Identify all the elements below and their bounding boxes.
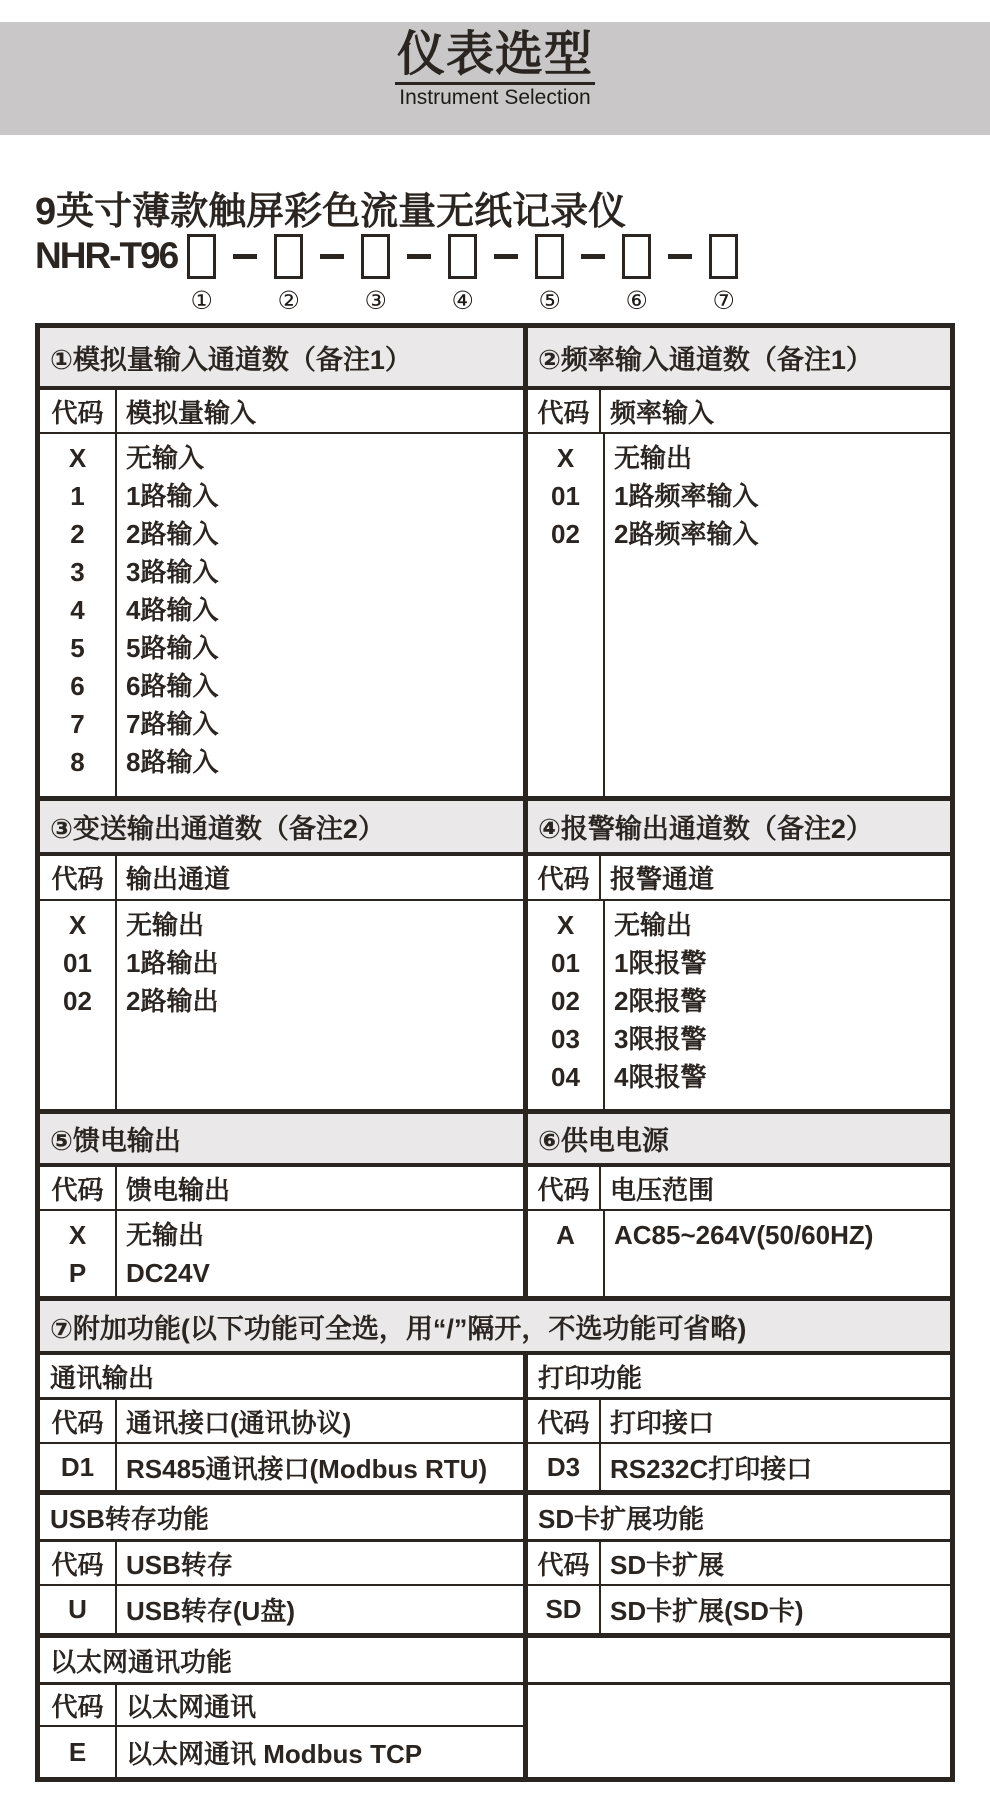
desc-cell: 1路频率输入 [614,481,759,511]
code-label: 代码 [40,856,117,899]
code-column [40,901,117,1109]
code-cell: 02 [63,986,92,1016]
position-label-3: ③ [364,286,387,315]
section4-subheader [528,856,950,899]
section4-data [528,901,950,1109]
ethernet-data [40,1727,528,1777]
value-label: 模拟量输入 [126,397,257,428]
section6-subheader [528,1167,950,1209]
position-label-5: ⑤ [538,286,561,315]
value-label: 以太网通讯 [126,1691,257,1722]
desc-cell: 4限报警 [614,1062,707,1092]
code-cell: X [68,910,87,940]
desc-cell: 1路输出 [126,948,219,978]
section3-data [40,901,528,1109]
code-cell: U [40,1586,117,1633]
section6-data [528,1211,950,1296]
code-column [528,901,605,1109]
desc-cell: 无输出 [126,910,205,940]
dash-separator [407,254,431,259]
selection-table [35,323,955,1782]
code-cell: 1 [70,481,85,511]
page-subtitle: Instrument Selection [399,86,591,109]
usb-subheader [40,1542,528,1584]
position-label-6: ⑥ [625,286,648,315]
code-box-icon [535,234,564,279]
desc-cell: 无输出 [614,443,693,473]
value-label: 电压范围 [610,1174,715,1205]
group3-data-row [40,1727,950,1777]
code-label: 代码 [528,856,601,899]
product-name: 9英寸薄款触屏彩色流量无纸记录仪 [35,191,627,233]
position-label-1: ① [190,286,213,315]
code-cell: A [556,1220,575,1250]
group3-subheader-row [40,1685,950,1727]
position-label-7: ⑦ [712,286,735,315]
section2-subheader [528,390,950,432]
model-prefix: NHR-T96 [35,235,178,276]
data-row-3-4 [40,901,950,1114]
desc-cell: DC24V [126,1258,210,1288]
value-label: 馈电输出 [126,1174,231,1205]
data-row-5-6 [40,1211,950,1301]
group1-data-row [40,1444,950,1495]
ethernet-title: 以太网通讯功能 [40,1638,528,1682]
section5-subheader [40,1167,528,1209]
sd-subheader [528,1542,950,1584]
dash-separator [581,254,605,259]
model-code-row [35,233,738,315]
desc-cell: 6路输入 [126,671,219,701]
value-label: 打印接口 [610,1407,715,1438]
desc-cell: 2限报警 [614,986,707,1016]
sd-data [528,1586,950,1633]
section1-data [40,434,528,796]
value-label: 输出通道 [126,864,231,894]
desc-cell: 2路输出 [126,986,219,1016]
code-cell: 8 [70,747,85,777]
section-header-row-3-4 [40,801,950,856]
code-cell: 02 [551,986,580,1016]
code-label: 代码 [528,1400,601,1442]
code-column [40,1211,117,1296]
code-cell: 7 [70,709,85,739]
comm-data [40,1444,528,1490]
code-box-icon [361,234,390,279]
code-box-icon [622,234,651,279]
code-cell: 03 [551,1024,580,1054]
model-code-slot-3 [361,234,390,315]
desc-cell: 2路频率输入 [614,519,759,549]
desc-cell: USB转存(U盘) [126,1596,295,1626]
model-code-slot-7 [709,234,738,315]
code-label: 代码 [40,1400,117,1442]
group3-title-row [40,1638,950,1685]
print-function-title: 打印功能 [528,1355,950,1397]
group1-subheader-row [40,1400,950,1444]
comm-subheader [40,1400,528,1442]
section6-header: ⑥供电电源 [528,1114,950,1163]
section2-data [528,434,950,796]
desc-cell: 2路输入 [126,519,219,549]
desc-column [605,1211,950,1296]
code-column [40,434,117,796]
group1-title-row [40,1355,950,1400]
code-cell: 5 [70,633,85,663]
code-label: 代码 [40,1167,117,1209]
desc-column [605,901,950,1109]
data-row-1-2 [40,434,950,801]
sd-title: SD卡扩展功能 [528,1495,950,1539]
code-label: 代码 [40,1685,117,1725]
desc-cell: RS485通讯接口(Modbus RTU) [126,1453,488,1484]
empty-cell [528,1685,950,1727]
value-label: 报警通道 [610,864,715,894]
ethernet-subheader [40,1685,528,1727]
group2-subheader-row [40,1542,950,1586]
desc-cell: 8路输入 [126,747,219,777]
usb-data [40,1586,528,1633]
group2-title-row [40,1495,950,1542]
desc-cell: AC85~264V(50/60HZ) [614,1220,874,1250]
desc-cell: 3限报警 [614,1024,707,1054]
desc-cell: 无输出 [614,910,693,940]
section1-subheader [40,390,528,432]
code-cell: 4 [70,595,85,625]
desc-column [117,434,523,796]
code-cell: X [68,443,87,473]
comm-output-title: 通讯输出 [40,1355,528,1397]
desc-cell: 4路输入 [126,595,219,625]
position-label-2: ② [277,286,300,315]
code-cell: D3 [528,1444,601,1490]
desc-column [605,434,950,796]
code-cell: P [68,1258,87,1288]
dash-separator [668,254,692,259]
desc-cell: 5路输入 [126,633,219,663]
subheader-row-5-6 [40,1167,950,1211]
desc-cell: 1路输入 [126,481,219,511]
code-cell: 01 [551,481,580,511]
section3-header: ③变送输出通道数（备注2） [40,801,528,852]
code-cell: X [556,443,575,473]
section7-header-row [40,1301,950,1355]
code-cell: D1 [40,1444,117,1490]
empty-cell [528,1727,950,1777]
code-column [528,434,605,796]
code-cell: SD [528,1586,601,1633]
code-cell: 6 [70,671,85,701]
model-code-slot-1 [187,234,216,315]
code-cell: 01 [551,948,580,978]
code-box-icon [448,234,477,279]
code-column [528,1211,605,1296]
model-code-slot-6 [622,234,651,315]
desc-column [117,901,523,1109]
code-cell: X [556,910,575,940]
model-code-slot-4 [448,234,477,315]
value-label: USB转存 [126,1549,233,1580]
section3-subheader [40,856,528,899]
desc-cell: 以太网通讯 Modbus TCP [126,1738,423,1769]
desc-column [117,1211,523,1296]
value-label: SD卡扩展 [610,1549,725,1580]
section1-header: ①模拟量输入通道数（备注1） [40,328,528,386]
code-cell: 01 [63,948,92,978]
print-data [528,1444,950,1490]
dash-separator [494,254,518,259]
code-cell: E [40,1727,117,1777]
code-label: 代码 [528,390,601,432]
section5-header: ⑤馈电输出 [40,1114,528,1163]
desc-cell: 1限报警 [614,948,707,978]
position-label-4: ④ [451,286,474,315]
code-box-icon [709,234,738,279]
desc-cell: 无输出 [126,1220,205,1250]
print-subheader [528,1400,950,1442]
dash-separator [233,254,257,259]
desc-cell: SD卡扩展(SD卡) [610,1596,804,1626]
desc-cell: 3路输入 [126,557,219,587]
section-header-row-5-6 [40,1114,950,1167]
usb-title: USB转存功能 [40,1495,528,1539]
code-label: 代码 [40,1542,117,1584]
page-header-banner [0,22,990,135]
section4-header: ④报警输出通道数（备注2） [528,801,950,852]
desc-cell: RS232C打印接口 [610,1453,813,1484]
group2-data-row [40,1586,950,1638]
code-cell: 3 [70,557,85,587]
code-cell: 02 [551,519,580,549]
code-label: 代码 [528,1542,601,1584]
code-label: 代码 [528,1167,601,1209]
subheader-row-1-2 [40,390,950,434]
page-title: 仪表选型 [395,31,595,85]
model-code-slot-2 [274,234,303,315]
section-header-row-1-2 [40,328,950,390]
section7-header: ⑦附加功能(以下功能可全选，用“/”隔开，不选功能可省略) [40,1301,950,1351]
code-box-icon [274,234,303,279]
value-label: 通讯接口(通讯协议) [126,1407,352,1438]
dash-separator [320,254,344,259]
desc-cell: 无输入 [126,443,205,473]
subheader-row-3-4 [40,856,950,901]
code-cell: 04 [551,1062,580,1092]
code-box-icon [187,234,216,279]
value-label: 频率输入 [610,397,715,428]
code-label: 代码 [40,390,117,432]
code-cell: X [68,1220,87,1250]
desc-cell: 7路输入 [126,709,219,739]
section5-data [40,1211,528,1296]
section2-header: ②频率输入通道数（备注1） [528,328,950,386]
code-cell: 2 [70,519,85,549]
model-code-slot-5 [535,234,564,315]
empty-cell [528,1638,950,1682]
